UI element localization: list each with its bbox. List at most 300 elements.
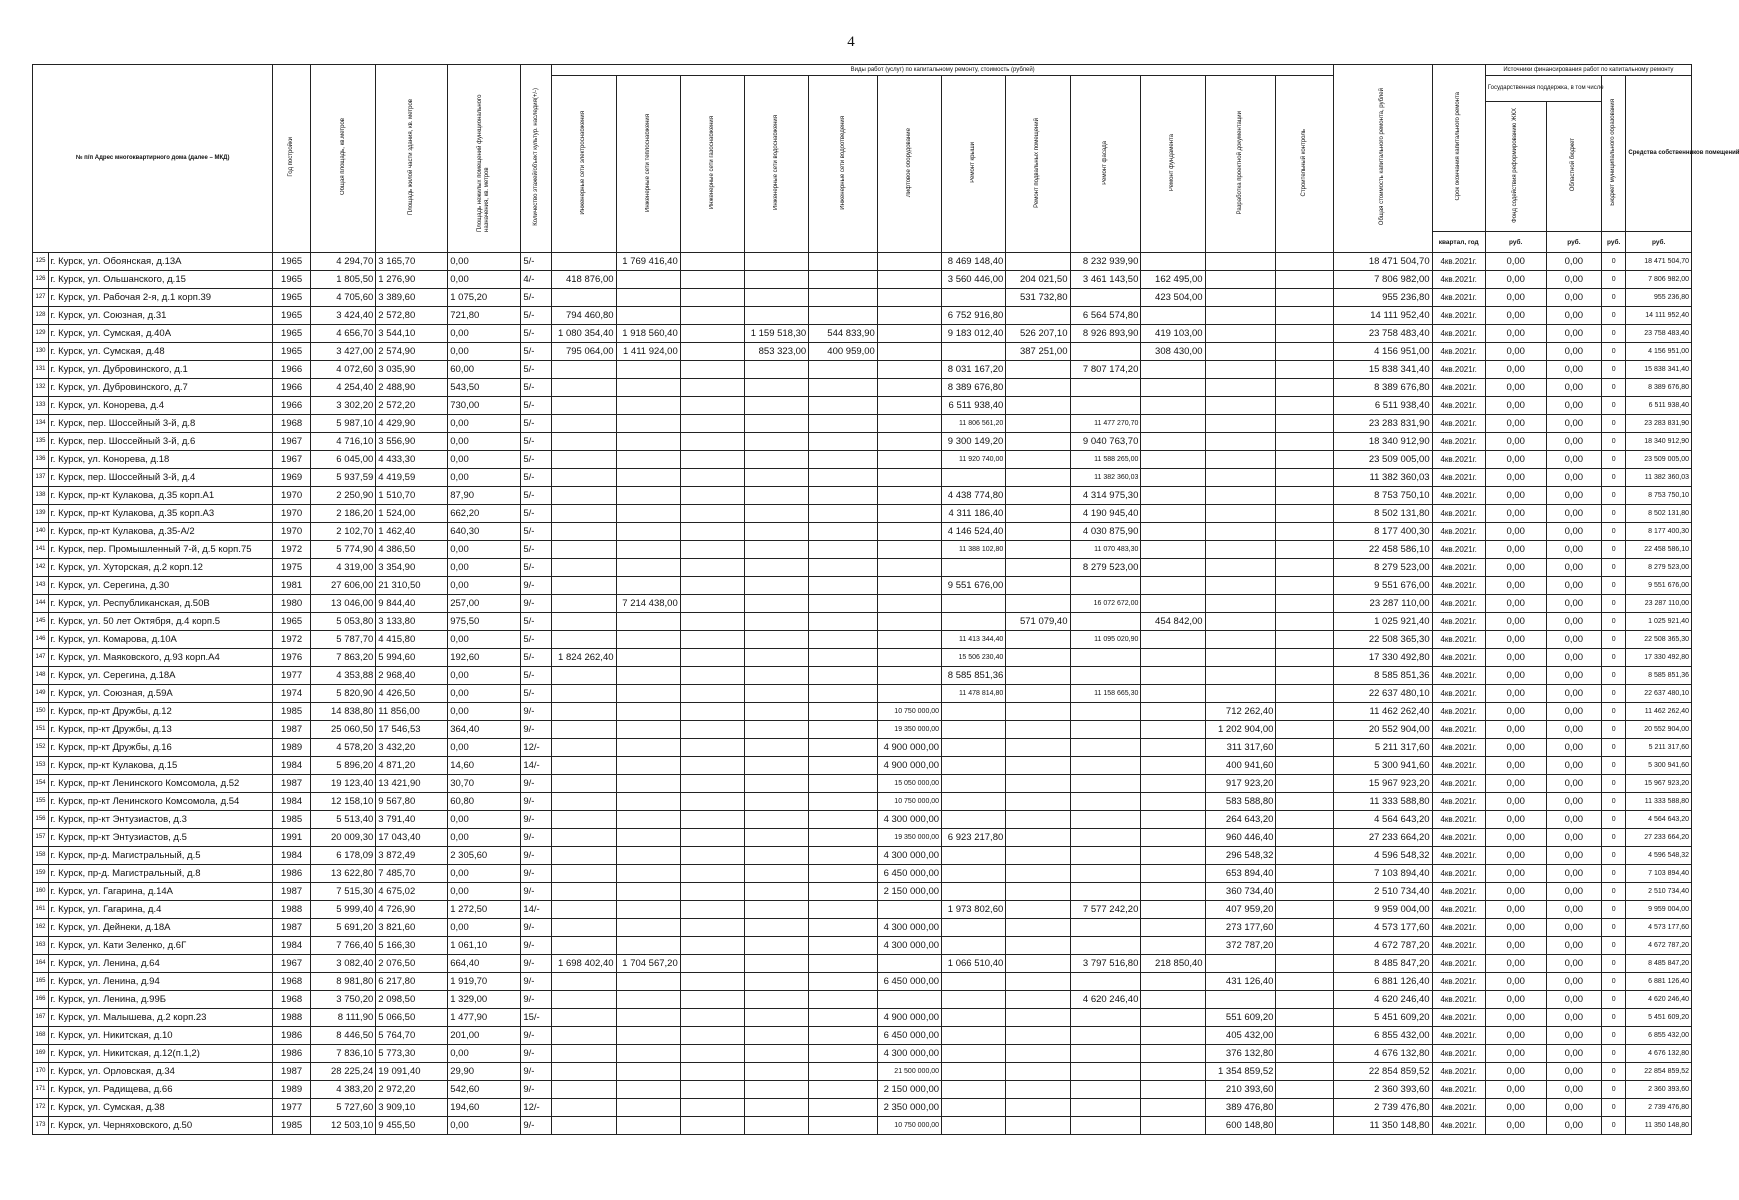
cell-work-sewer xyxy=(809,847,878,865)
cell-work-gas xyxy=(680,487,744,505)
cell-owners: 8 279 523,00 xyxy=(1626,559,1692,577)
cell-work-foundation xyxy=(1141,505,1205,523)
cell-work-heating xyxy=(616,721,680,739)
cell-floors: 5/- xyxy=(521,487,552,505)
cell-regional: 0,00 xyxy=(1546,505,1601,523)
header-work-water: Инженерные сети водоснабжения xyxy=(744,76,808,253)
cell-living-area: 9 567,80 xyxy=(376,793,448,811)
row-number: 171 xyxy=(33,1081,49,1099)
cell-work-foundation xyxy=(1141,1063,1205,1081)
cell-total-cost: 8 279 523,00 xyxy=(1334,559,1433,577)
cell-work-foundation xyxy=(1141,1117,1205,1135)
cell-regional: 0,00 xyxy=(1546,901,1601,919)
cell-living-area: 4 726,90 xyxy=(376,901,448,919)
cell-total-cost: 4 564 643,20 xyxy=(1334,811,1433,829)
cell-work-design: 431 126,40 xyxy=(1205,973,1276,991)
cell-fund: 0,00 xyxy=(1485,253,1546,271)
row-number: 154 xyxy=(33,775,49,793)
cell-total-cost: 11 382 360,03 xyxy=(1334,469,1433,487)
cell-work-facade xyxy=(1070,739,1141,757)
cell-work-water xyxy=(744,307,808,325)
row-number: 146 xyxy=(33,631,49,649)
cell-work-foundation xyxy=(1141,775,1205,793)
cell-living-area: 2 076,50 xyxy=(376,955,448,973)
cell-work-design xyxy=(1205,325,1276,343)
cell-living-area: 3 432,20 xyxy=(376,739,448,757)
cell-work-sewer xyxy=(809,739,878,757)
cell-work-water xyxy=(744,505,808,523)
cell-work-gas xyxy=(680,523,744,541)
cell-work-roof: 1 973 802,60 xyxy=(942,901,1006,919)
cell-term: 4кв.2021г. xyxy=(1432,631,1485,649)
cell-address: г. Курск, ул. Союзная, д.59А xyxy=(48,685,273,703)
cell-work-heating xyxy=(616,451,680,469)
cell-nonliving-area: 1 075,20 xyxy=(448,289,521,307)
cell-work-elevator: 10 750 000,00 xyxy=(877,793,941,811)
cell-municipal: 0 xyxy=(1602,847,1626,865)
cell-year: 1981 xyxy=(273,577,311,595)
cell-work-heating xyxy=(616,1099,680,1117)
cell-total-cost: 15 838 341,40 xyxy=(1334,361,1433,379)
cell-term: 4кв.2021г. xyxy=(1432,271,1485,289)
table-row xyxy=(33,1009,1692,1027)
cell-work-foundation: 454 842,00 xyxy=(1141,613,1205,631)
cell-work-electric xyxy=(552,1081,616,1099)
cell-total-cost: 7 806 982,00 xyxy=(1334,271,1433,289)
header-living-area: Площадь жилой части здания, кв. метров xyxy=(376,65,448,253)
cell-address: г. Курск, ул. Черняховского, д.50 xyxy=(48,1117,273,1135)
cell-owners: 17 330 492,80 xyxy=(1626,649,1692,667)
cell-work-electric xyxy=(552,685,616,703)
header-nonliving-area: Площадь нежилых помещений функционального назначения, кв. метров xyxy=(448,65,521,253)
row-number: 161 xyxy=(33,901,49,919)
cell-floors: 9/- xyxy=(521,1027,552,1045)
table-row xyxy=(33,433,1692,451)
cell-municipal: 0 xyxy=(1602,703,1626,721)
cell-address: г. Курск, ул. Кати Зеленко, д.6Г xyxy=(48,937,273,955)
cell-fund: 0,00 xyxy=(1485,379,1546,397)
cell-work-design: 311 317,60 xyxy=(1205,739,1276,757)
cell-work-foundation xyxy=(1141,469,1205,487)
cell-work-heating xyxy=(616,739,680,757)
cell-work-heating: 1 704 567,20 xyxy=(616,955,680,973)
cell-fund: 0,00 xyxy=(1485,505,1546,523)
cell-work-basement xyxy=(1006,433,1070,451)
cell-fund: 0,00 xyxy=(1485,631,1546,649)
cell-term: 4кв.2021г. xyxy=(1432,1063,1485,1081)
cell-address: г. Курск, ул. Ленина, д.94 xyxy=(48,973,273,991)
cell-municipal: 0 xyxy=(1602,631,1626,649)
cell-work-electric xyxy=(552,991,616,1009)
cell-municipal: 0 xyxy=(1602,775,1626,793)
cell-work-gas xyxy=(680,685,744,703)
cell-work-roof xyxy=(942,1009,1006,1027)
cell-year: 1987 xyxy=(273,1063,311,1081)
cell-municipal: 0 xyxy=(1602,649,1626,667)
row-number: 169 xyxy=(33,1045,49,1063)
cell-living-area: 2 968,40 xyxy=(376,667,448,685)
cell-work-elevator xyxy=(877,631,941,649)
cell-nonliving-area: 194,60 xyxy=(448,1099,521,1117)
cell-municipal: 0 xyxy=(1602,253,1626,271)
cell-work-water: 1 159 518,30 xyxy=(744,325,808,343)
cell-work-roof xyxy=(942,811,1006,829)
cell-work-facade xyxy=(1070,775,1141,793)
cell-fund: 0,00 xyxy=(1485,325,1546,343)
cell-regional: 0,00 xyxy=(1546,757,1601,775)
cell-regional: 0,00 xyxy=(1546,703,1601,721)
row-number: 128 xyxy=(33,307,49,325)
cell-work-basement xyxy=(1006,487,1070,505)
cell-floors: 9/- xyxy=(521,793,552,811)
cell-work-electric: 1 824 262,40 xyxy=(552,649,616,667)
cell-floors: 9/- xyxy=(521,883,552,901)
cell-regional: 0,00 xyxy=(1546,307,1601,325)
cell-work-roof xyxy=(942,865,1006,883)
cell-total-cost: 18 471 504,70 xyxy=(1334,253,1433,271)
cell-work-foundation xyxy=(1141,1009,1205,1027)
cell-work-electric xyxy=(552,577,616,595)
cell-work-elevator xyxy=(877,325,941,343)
cell-work-design: 1 202 904,00 xyxy=(1205,721,1276,739)
cell-work-water xyxy=(744,793,808,811)
cell-work-roof xyxy=(942,847,1006,865)
cell-total-cost: 8 389 676,80 xyxy=(1334,379,1433,397)
cell-total-area: 28 225,24 xyxy=(310,1063,375,1081)
cell-total-area: 4 072,60 xyxy=(310,361,375,379)
cell-total-area: 12 158,10 xyxy=(310,793,375,811)
cell-work-facade: 4 314 975,30 xyxy=(1070,487,1141,505)
cell-work-water xyxy=(744,577,808,595)
cell-total-cost: 22 637 480,10 xyxy=(1334,685,1433,703)
cell-work-foundation xyxy=(1141,685,1205,703)
cell-work-elevator xyxy=(877,469,941,487)
cell-owners: 8 585 851,36 xyxy=(1626,667,1692,685)
cell-owners: 22 458 586,10 xyxy=(1626,541,1692,559)
cell-owners: 27 233 664,20 xyxy=(1626,829,1692,847)
cell-municipal: 0 xyxy=(1602,883,1626,901)
table-row xyxy=(33,505,1692,523)
cell-total-cost: 9 551 676,00 xyxy=(1334,577,1433,595)
cell-work-water xyxy=(744,1117,808,1135)
cell-work-gas xyxy=(680,343,744,361)
cell-fund: 0,00 xyxy=(1485,451,1546,469)
cell-work-gas xyxy=(680,649,744,667)
cell-floors: 5/- xyxy=(521,379,552,397)
cell-work-electric xyxy=(552,703,616,721)
cell-total-area: 4 254,40 xyxy=(310,379,375,397)
cell-total-area: 7 863,20 xyxy=(310,649,375,667)
cell-work-roof: 8 585 851,36 xyxy=(942,667,1006,685)
cell-work-basement xyxy=(1006,1063,1070,1081)
cell-floors: 9/- xyxy=(521,919,552,937)
cell-work-facade: 16 072 672,00 xyxy=(1070,595,1141,613)
cell-work-elevator xyxy=(877,901,941,919)
cell-work-water xyxy=(744,937,808,955)
cell-fund: 0,00 xyxy=(1485,739,1546,757)
cell-nonliving-area: 542,60 xyxy=(448,1081,521,1099)
cell-work-roof xyxy=(942,469,1006,487)
cell-total-cost: 7 103 894,40 xyxy=(1334,865,1433,883)
table-row xyxy=(33,991,1692,1009)
cell-year: 1984 xyxy=(273,847,311,865)
cell-term: 4кв.2021г. xyxy=(1432,289,1485,307)
cell-owners: 4 672 787,20 xyxy=(1626,937,1692,955)
cell-term: 4кв.2021г. xyxy=(1432,1117,1485,1135)
cell-fund: 0,00 xyxy=(1485,973,1546,991)
cell-total-area: 8 981,80 xyxy=(310,973,375,991)
cell-work-elevator: 21 500 000,00 xyxy=(877,1063,941,1081)
cell-owners: 2 510 734,40 xyxy=(1626,883,1692,901)
cell-work-sewer xyxy=(809,829,878,847)
cell-work-basement xyxy=(1006,919,1070,937)
cell-municipal: 0 xyxy=(1602,523,1626,541)
cell-work-facade: 11 070 483,30 xyxy=(1070,541,1141,559)
cell-work-elevator xyxy=(877,361,941,379)
cell-work-elevator xyxy=(877,955,941,973)
cell-owners: 22 637 480,10 xyxy=(1626,685,1692,703)
cell-nonliving-area: 1 477,90 xyxy=(448,1009,521,1027)
cell-work-foundation xyxy=(1141,361,1205,379)
cell-living-area: 3 544,10 xyxy=(376,325,448,343)
cell-regional: 0,00 xyxy=(1546,361,1601,379)
cell-work-electric xyxy=(552,523,616,541)
cell-work-basement xyxy=(1006,991,1070,1009)
cell-work-water xyxy=(744,253,808,271)
cell-regional: 0,00 xyxy=(1546,1063,1601,1081)
row-number: 133 xyxy=(33,397,49,415)
cell-term: 4кв.2021г. xyxy=(1432,955,1485,973)
cell-work-heating xyxy=(616,1081,680,1099)
cell-municipal: 0 xyxy=(1602,901,1626,919)
cell-work-foundation: 419 103,00 xyxy=(1141,325,1205,343)
cell-work-foundation xyxy=(1141,883,1205,901)
cell-municipal: 0 xyxy=(1602,397,1626,415)
cell-term: 4кв.2021г. xyxy=(1432,721,1485,739)
cell-year: 1965 xyxy=(273,325,311,343)
cell-work-sewer xyxy=(809,397,878,415)
cell-address: г. Курск, ул. Радищева, д.66 xyxy=(48,1081,273,1099)
row-number: 152 xyxy=(33,739,49,757)
cell-address: г. Курск, ул. Гагарина, д.14А xyxy=(48,883,273,901)
cell-term: 4кв.2021г. xyxy=(1432,901,1485,919)
cell-municipal: 0 xyxy=(1602,559,1626,577)
cell-total-area: 27 606,00 xyxy=(310,577,375,595)
cell-work-supervision xyxy=(1276,271,1334,289)
cell-work-basement xyxy=(1006,415,1070,433)
cell-work-heating xyxy=(616,901,680,919)
row-number: 132 xyxy=(33,379,49,397)
row-number: 172 xyxy=(33,1099,49,1117)
cell-fund: 0,00 xyxy=(1485,649,1546,667)
cell-work-design xyxy=(1205,523,1276,541)
cell-living-area: 3 791,40 xyxy=(376,811,448,829)
cell-work-water xyxy=(744,1045,808,1063)
cell-work-foundation xyxy=(1141,811,1205,829)
row-number: 167 xyxy=(33,1009,49,1027)
cell-address: г. Курск, ул. Маяковского, д.93 корп.А4 xyxy=(48,649,273,667)
cell-total-cost: 2 510 734,40 xyxy=(1334,883,1433,901)
cell-work-supervision xyxy=(1276,649,1334,667)
cell-total-area: 3 302,20 xyxy=(310,397,375,415)
cell-address: г. Курск, пр-кт Кулакова, д.35 корп.А3 xyxy=(48,505,273,523)
cell-municipal: 0 xyxy=(1602,451,1626,469)
cell-term: 4кв.2021г. xyxy=(1432,469,1485,487)
cell-owners: 22 854 859,52 xyxy=(1626,1063,1692,1081)
cell-nonliving-area: 0,00 xyxy=(448,829,521,847)
cell-floors: 5/- xyxy=(521,613,552,631)
cell-work-basement: 387 251,00 xyxy=(1006,343,1070,361)
cell-work-facade xyxy=(1070,919,1141,937)
cell-total-area: 2 102,70 xyxy=(310,523,375,541)
cell-nonliving-area: 364,40 xyxy=(448,721,521,739)
cell-municipal: 0 xyxy=(1602,505,1626,523)
cell-owners: 7 806 982,00 xyxy=(1626,271,1692,289)
cell-work-heating: 1 411 924,00 xyxy=(616,343,680,361)
cell-floors: 5/- xyxy=(521,325,552,343)
cell-total-cost: 4 596 548,32 xyxy=(1334,847,1433,865)
cell-municipal: 0 xyxy=(1602,415,1626,433)
cell-fund: 0,00 xyxy=(1485,865,1546,883)
cell-work-water xyxy=(744,865,808,883)
cell-term: 4кв.2021г. xyxy=(1432,1099,1485,1117)
cell-total-area: 5 987,10 xyxy=(310,415,375,433)
cell-year: 1975 xyxy=(273,559,311,577)
cell-floors: 5/- xyxy=(521,649,552,667)
cell-work-electric xyxy=(552,379,616,397)
cell-living-area: 3 389,60 xyxy=(376,289,448,307)
cell-municipal: 0 xyxy=(1602,991,1626,1009)
cell-work-basement xyxy=(1006,901,1070,919)
row-number: 165 xyxy=(33,973,49,991)
cell-work-design xyxy=(1205,343,1276,361)
header-work-elevator: Лифтовое оборудование xyxy=(877,76,941,253)
cell-work-heating xyxy=(616,271,680,289)
cell-regional: 0,00 xyxy=(1546,991,1601,1009)
cell-total-area: 2 250,90 xyxy=(310,487,375,505)
cell-municipal: 0 xyxy=(1602,1027,1626,1045)
cell-work-gas xyxy=(680,1027,744,1045)
cell-year: 1989 xyxy=(273,739,311,757)
cell-year: 1965 xyxy=(273,613,311,631)
cell-work-design xyxy=(1205,379,1276,397)
cell-work-design xyxy=(1205,595,1276,613)
row-number: 142 xyxy=(33,559,49,577)
header-unit-rub-fund: руб. xyxy=(1485,232,1546,253)
header-work-supervision: Строительный контроль xyxy=(1276,76,1334,253)
cell-work-supervision xyxy=(1276,361,1334,379)
cell-owners: 8 753 750,10 xyxy=(1626,487,1692,505)
cell-work-roof: 9 551 676,00 xyxy=(942,577,1006,595)
cell-work-water xyxy=(744,1009,808,1027)
cell-address: г. Курск, ул. Ленина, д.64 xyxy=(48,955,273,973)
cell-total-area: 7 515,30 xyxy=(310,883,375,901)
cell-work-basement xyxy=(1006,973,1070,991)
cell-work-water xyxy=(744,991,808,1009)
table-row xyxy=(33,1099,1692,1117)
cell-work-electric xyxy=(552,1009,616,1027)
cell-living-area: 5 764,70 xyxy=(376,1027,448,1045)
cell-floors: 5/- xyxy=(521,451,552,469)
cell-work-design xyxy=(1205,955,1276,973)
cell-address: г. Курск, ул. Сумская, д.48 xyxy=(48,343,273,361)
cell-work-basement xyxy=(1006,541,1070,559)
header-municipal: Бюджет муниципального образования xyxy=(1602,76,1626,232)
cell-owners: 15 967 923,20 xyxy=(1626,775,1692,793)
cell-work-basement xyxy=(1006,757,1070,775)
cell-work-water xyxy=(744,649,808,667)
cell-total-cost: 23 283 831,90 xyxy=(1334,415,1433,433)
cell-work-basement xyxy=(1006,595,1070,613)
cell-regional: 0,00 xyxy=(1546,739,1601,757)
cell-work-heating xyxy=(616,757,680,775)
cell-floors: 5/- xyxy=(521,505,552,523)
cell-work-design: 405 432,00 xyxy=(1205,1027,1276,1045)
cell-work-facade xyxy=(1070,793,1141,811)
table-row xyxy=(33,451,1692,469)
cell-work-basement: 526 207,10 xyxy=(1006,325,1070,343)
cell-work-sewer xyxy=(809,595,878,613)
cell-nonliving-area: 0,00 xyxy=(448,577,521,595)
table-row xyxy=(33,487,1692,505)
cell-work-sewer xyxy=(809,1117,878,1135)
cell-term: 4кв.2021г. xyxy=(1432,397,1485,415)
cell-total-cost: 8 177 400,30 xyxy=(1334,523,1433,541)
cell-work-sewer xyxy=(809,1045,878,1063)
row-number: 130 xyxy=(33,343,49,361)
cell-work-elevator xyxy=(877,289,941,307)
cell-work-design xyxy=(1205,397,1276,415)
cell-work-facade xyxy=(1070,397,1141,415)
cell-municipal: 0 xyxy=(1602,973,1626,991)
cell-work-basement xyxy=(1006,577,1070,595)
row-number: 140 xyxy=(33,523,49,541)
cell-owners: 23 509 005,00 xyxy=(1626,451,1692,469)
cell-living-area: 3 035,90 xyxy=(376,361,448,379)
cell-living-area: 2 098,50 xyxy=(376,991,448,1009)
cell-total-cost: 22 508 365,30 xyxy=(1334,631,1433,649)
cell-work-sewer xyxy=(809,541,878,559)
cell-living-area: 17 546,53 xyxy=(376,721,448,739)
cell-owners: 5 211 317,60 xyxy=(1626,739,1692,757)
cell-nonliving-area: 664,40 xyxy=(448,955,521,973)
table-row xyxy=(33,325,1692,343)
cell-work-elevator: 19 350 000,00 xyxy=(877,721,941,739)
cell-regional: 0,00 xyxy=(1546,775,1601,793)
cell-total-area: 5 787,70 xyxy=(310,631,375,649)
cell-work-electric: 795 064,00 xyxy=(552,343,616,361)
cell-floors: 5/- xyxy=(521,433,552,451)
cell-work-basement xyxy=(1006,1045,1070,1063)
row-number: 136 xyxy=(33,451,49,469)
cell-work-supervision xyxy=(1276,559,1334,577)
page-number: 4 xyxy=(847,34,855,50)
row-number: 162 xyxy=(33,919,49,937)
cell-work-facade xyxy=(1070,883,1141,901)
cell-address: г. Курск, пр-кт Кулакова, д.15 xyxy=(48,757,273,775)
cell-living-area: 17 043,40 xyxy=(376,829,448,847)
cell-living-area: 3 133,80 xyxy=(376,613,448,631)
cell-municipal: 0 xyxy=(1602,955,1626,973)
table-row xyxy=(33,1117,1692,1135)
cell-term: 4кв.2021г. xyxy=(1432,595,1485,613)
cell-address: г. Курск, пер. Шоссейный 3-й, д.8 xyxy=(48,415,273,433)
cell-work-gas xyxy=(680,451,744,469)
cell-work-foundation xyxy=(1141,397,1205,415)
table-row xyxy=(33,595,1692,613)
cell-address: г. Курск, пр-кт Кулакова, д.35-А/2 xyxy=(48,523,273,541)
cell-work-facade xyxy=(1070,1081,1141,1099)
